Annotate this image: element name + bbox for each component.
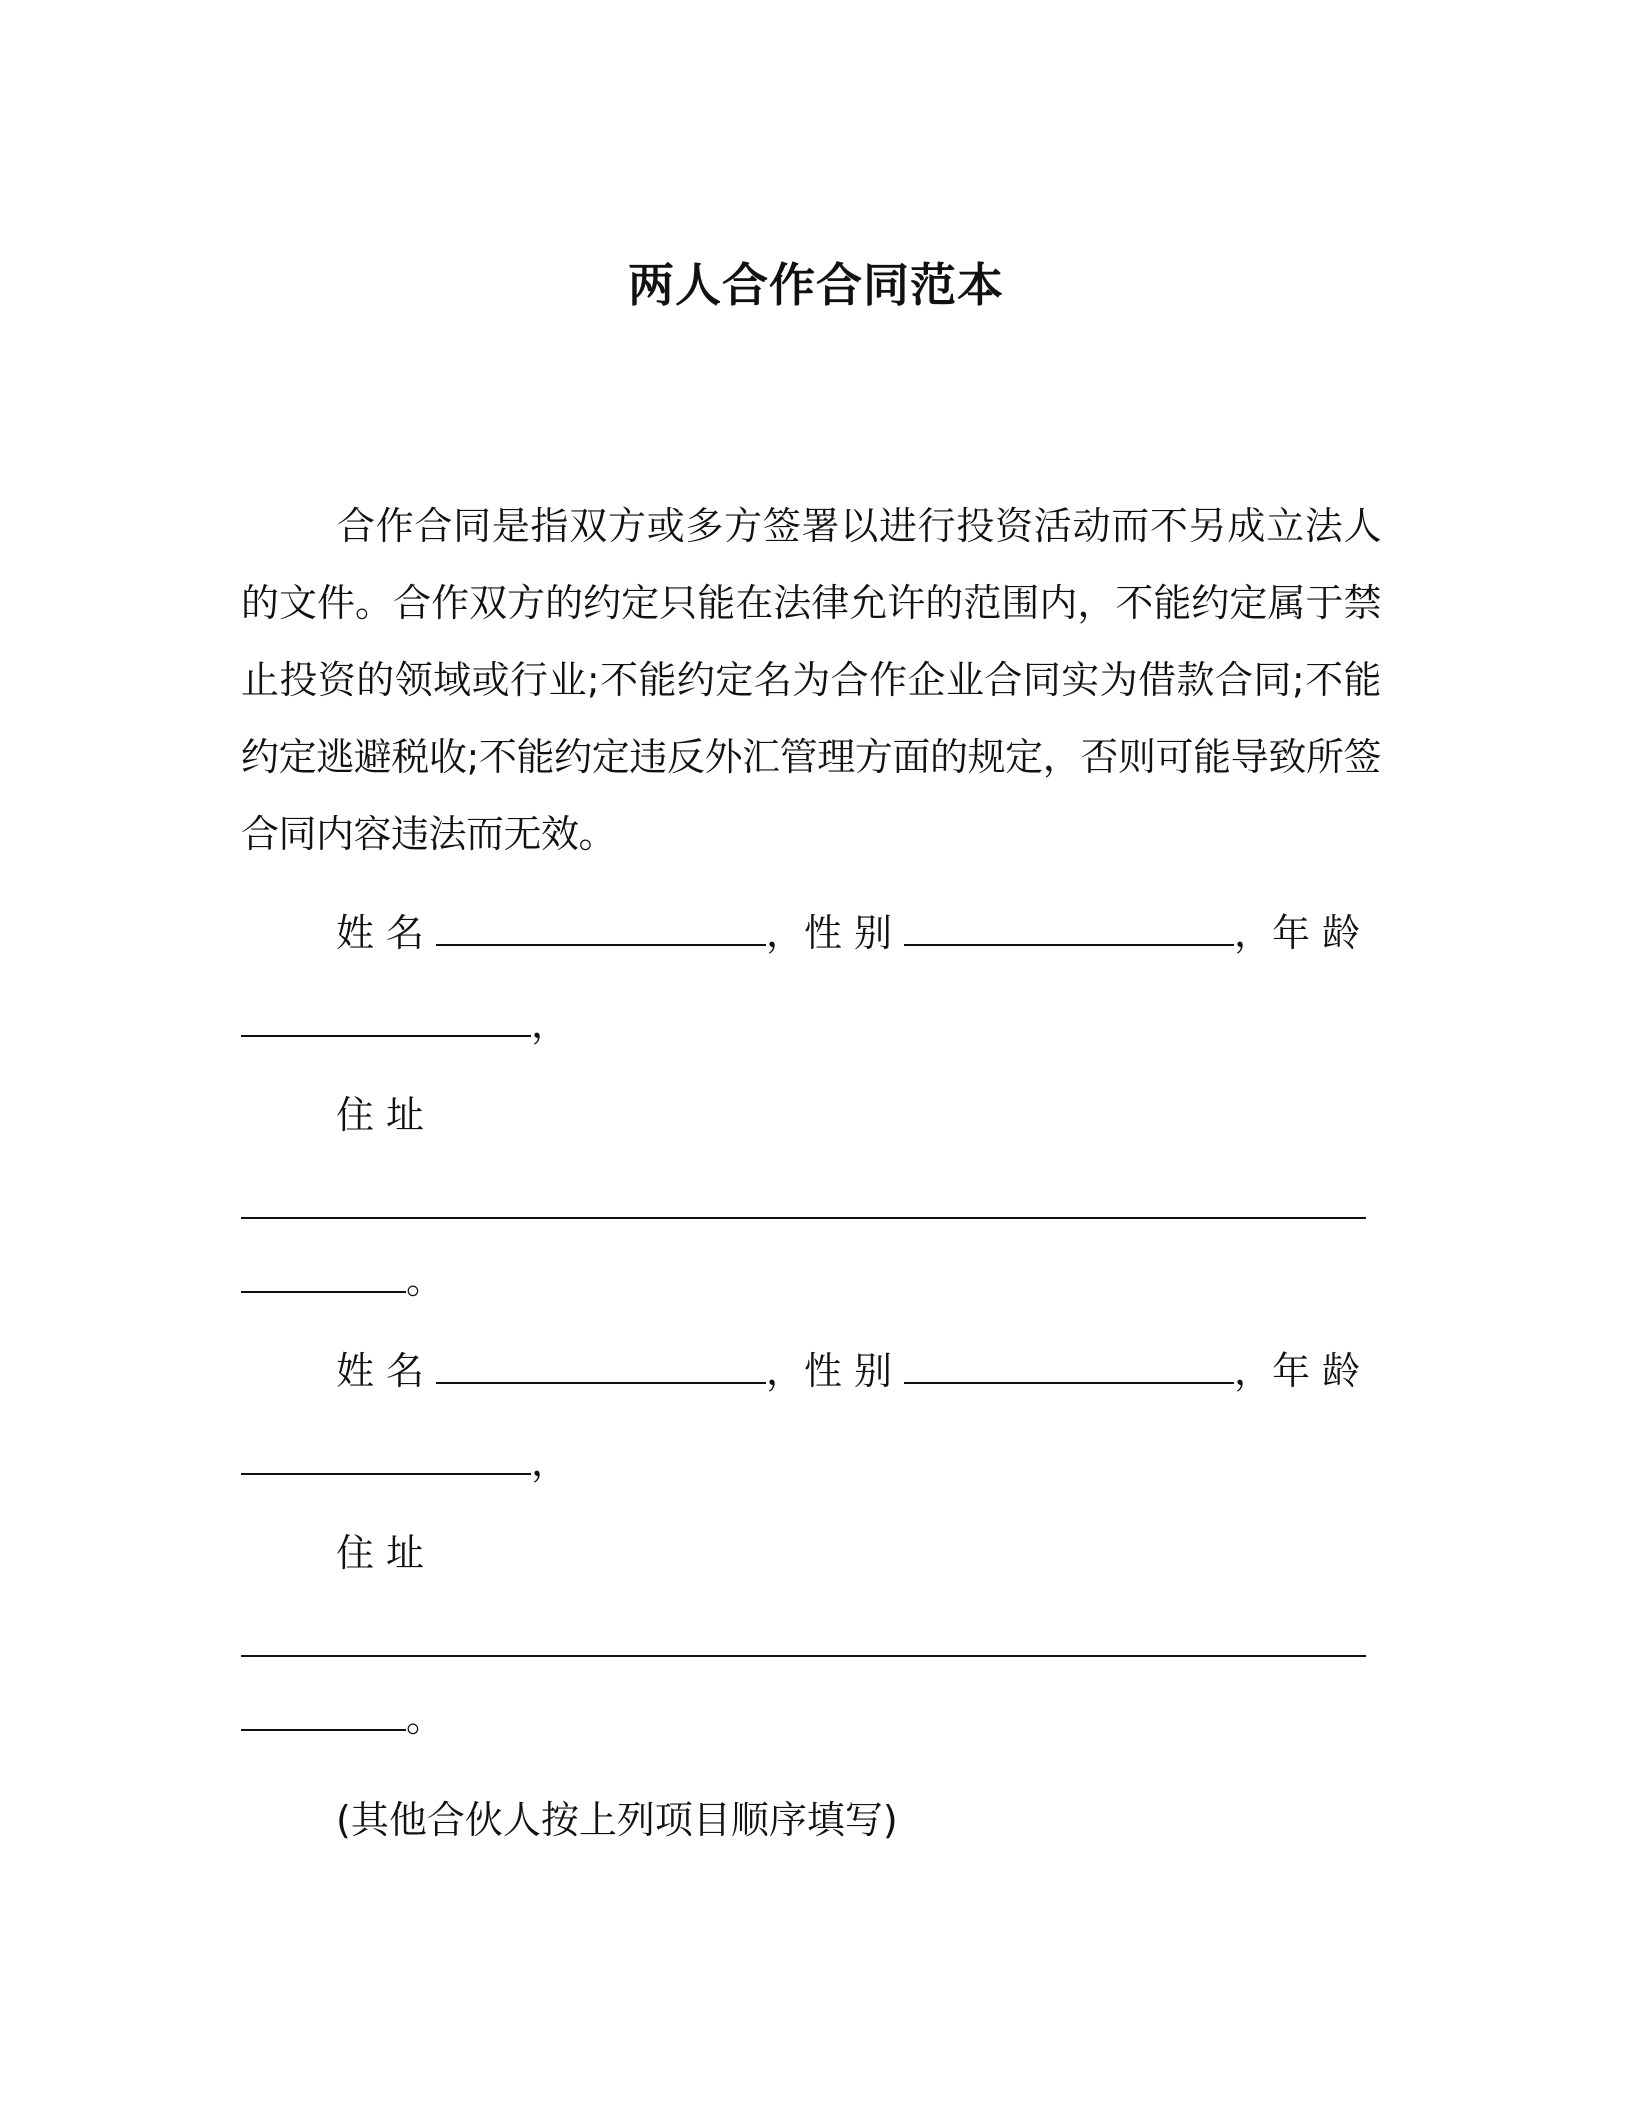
gender-label: 性别 [804, 911, 905, 955]
other-partners-note: (其他合伙人按上列项目顺序填写) [336, 1798, 898, 1842]
age-blank [241, 1435, 531, 1475]
name-blank [436, 1344, 766, 1384]
party1-info-line [336, 905, 1372, 961]
name-blank [436, 906, 766, 946]
intro-paragraph: 合作合同是指双方或多方签署以进行投资活动而不另成立法人的文件。合作双方的约定只能在法律允许的范围内，不能约定属于禁止投资的领域或行业;不能约定名为合作企业合同实为借款合同;不能约定逃避税收;不能约定违反外汇管理方面的规定，否则可能导致所签合同内容违法而无效。 [241, 504, 1381, 856]
party2-address-line [336, 1525, 436, 1581]
party2-address-blank-line [241, 1616, 1366, 1672]
comma: ， [1234, 911, 1273, 955]
age-label: 年龄 [1272, 911, 1373, 955]
address-blank [241, 1179, 1366, 1219]
party2-info-line [336, 1343, 1372, 1399]
age-label: 年龄 [1272, 1349, 1373, 1393]
party1-address-line [336, 1087, 436, 1143]
age-blank [241, 997, 531, 1037]
address-label: 住址 [336, 1531, 437, 1575]
party1-address-blank-line [241, 1178, 1366, 1234]
comma: ， [766, 911, 805, 955]
period: 。 [406, 1696, 445, 1740]
comma: ， [766, 1349, 805, 1393]
party2-age-line [241, 1434, 569, 1490]
gender-label: 性别 [804, 1349, 905, 1393]
period: 。 [406, 1258, 445, 1302]
comma: ， [1234, 1349, 1273, 1393]
party1-address-end-line [241, 1252, 444, 1308]
party1-age-line [241, 996, 569, 1052]
comma: ， [531, 1002, 570, 1046]
address-blank-end [241, 1253, 406, 1293]
name-label: 姓名 [336, 1349, 437, 1393]
gender-blank [904, 1344, 1234, 1384]
name-label: 姓名 [336, 911, 437, 955]
address-label: 住址 [336, 1093, 437, 1137]
address-blank [241, 1617, 1366, 1657]
document-title: 两人合作合同范本 [628, 257, 1004, 312]
comma: ， [531, 1440, 570, 1484]
address-blank-end [241, 1691, 406, 1731]
party2-address-end-line [241, 1690, 444, 1746]
gender-blank [904, 906, 1234, 946]
